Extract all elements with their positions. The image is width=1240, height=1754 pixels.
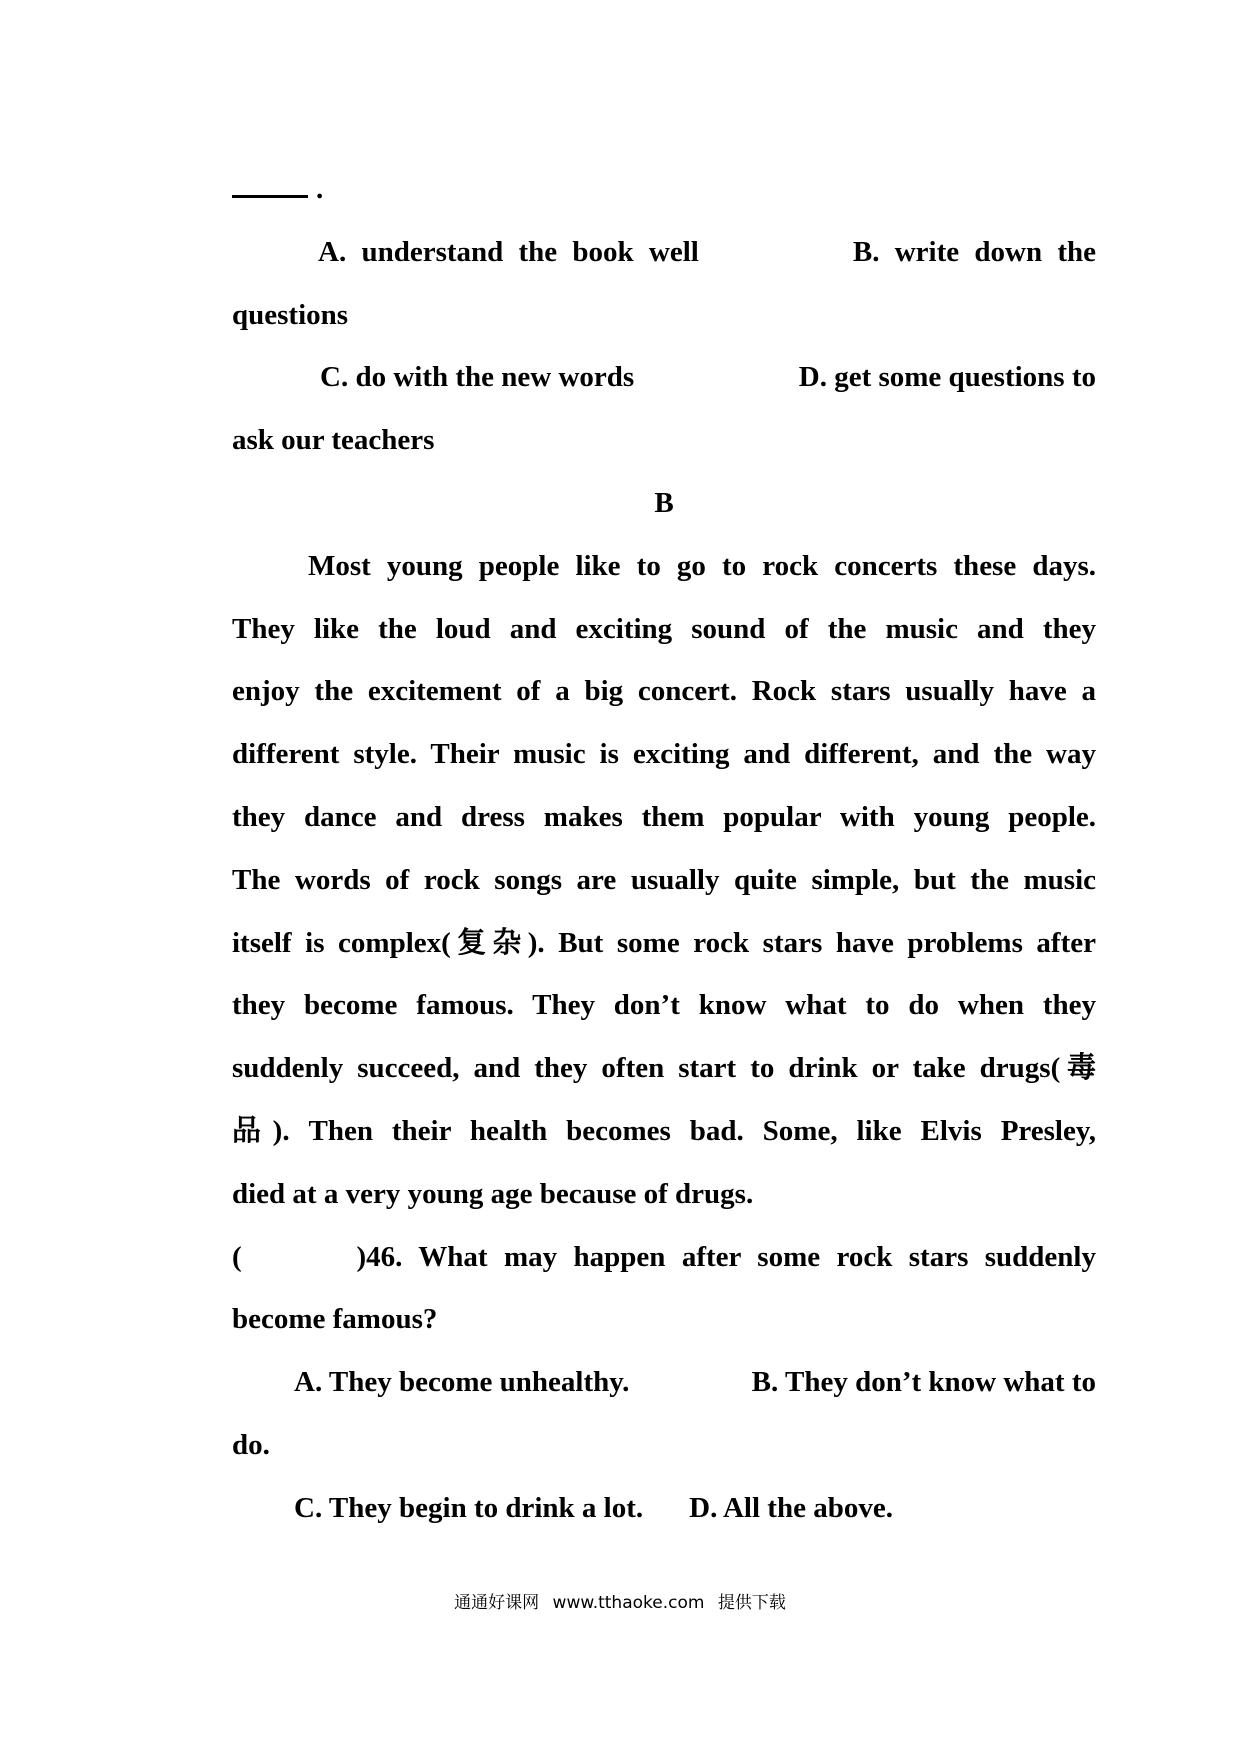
prev-option-b: B. write down the: [852, 235, 1096, 268]
question-46-stem: ( )46. What may happen after some rock stars suddenly: [232, 1240, 1096, 1273]
passage-line: Most young people like to go to rock concerts these days.: [308, 549, 1096, 582]
prev-option-c: C. do with the new words: [320, 361, 635, 394]
q46-options-ab-row: [232, 1351, 1096, 1414]
q46-options-cd-row: [232, 1477, 1096, 1540]
prev-option-b-continued: questions: [232, 298, 349, 331]
prev-option-a: A. understand the book well: [318, 235, 699, 268]
passage-line: enjoy the excitement of a big concert. Rock stars usually have a: [232, 675, 1096, 708]
footer-site-name: 通通好课网: [454, 1593, 540, 1613]
prev-option-d: D. get some questions to: [798, 361, 1096, 394]
q46-option-d: D. All the above.: [689, 1491, 893, 1524]
page-footer: [0, 1588, 1240, 1613]
q46-option-b: B. They don’t know what to: [751, 1366, 1096, 1399]
passage-line: itself is complex(复杂). But some rock stars have problems after: [232, 926, 1096, 959]
prev-options-cd-row: [232, 346, 1096, 409]
answer-blank: [232, 169, 308, 198]
passage-line: They like the loud and exciting sound of the music and they: [232, 612, 1096, 645]
prev-option-d-continued: ask our teachers: [232, 424, 435, 457]
q46-option-a: A. They become unhealthy.: [294, 1366, 630, 1399]
passage-last-line: died at a very young age because of drugs.: [232, 1177, 754, 1210]
passage-line: 品). Then their health becomes bad. Some, like Elvis Presley,: [232, 1114, 1096, 1147]
section-heading: B: [654, 486, 674, 519]
passage-line: The words of rock songs are usually quite simple, but the music: [232, 863, 1096, 896]
q46-option-b-continued: do.: [232, 1428, 270, 1461]
passage-line: different style. Their music is exciting and different, and the way: [232, 738, 1096, 771]
footer-note: 提供下载: [717, 1593, 786, 1613]
question-46-stem-continued: become famous?: [232, 1303, 438, 1336]
prev-options-ab-row: [232, 221, 1096, 284]
prev-question-stem-end: .: [232, 158, 1096, 221]
footer-url: www.tthaoke.com: [552, 1593, 705, 1613]
passage-line: they become famous. They don’t know what to do when they: [232, 989, 1096, 1022]
q46-option-c: C. They begin to drink a lot.: [294, 1491, 644, 1524]
passage-line: they dance and dress makes them popular with young people.: [232, 800, 1096, 833]
page-body: [232, 158, 1096, 1540]
passage-line: suddenly succeed, and they often start to drink or take drugs(毒: [232, 1052, 1096, 1085]
